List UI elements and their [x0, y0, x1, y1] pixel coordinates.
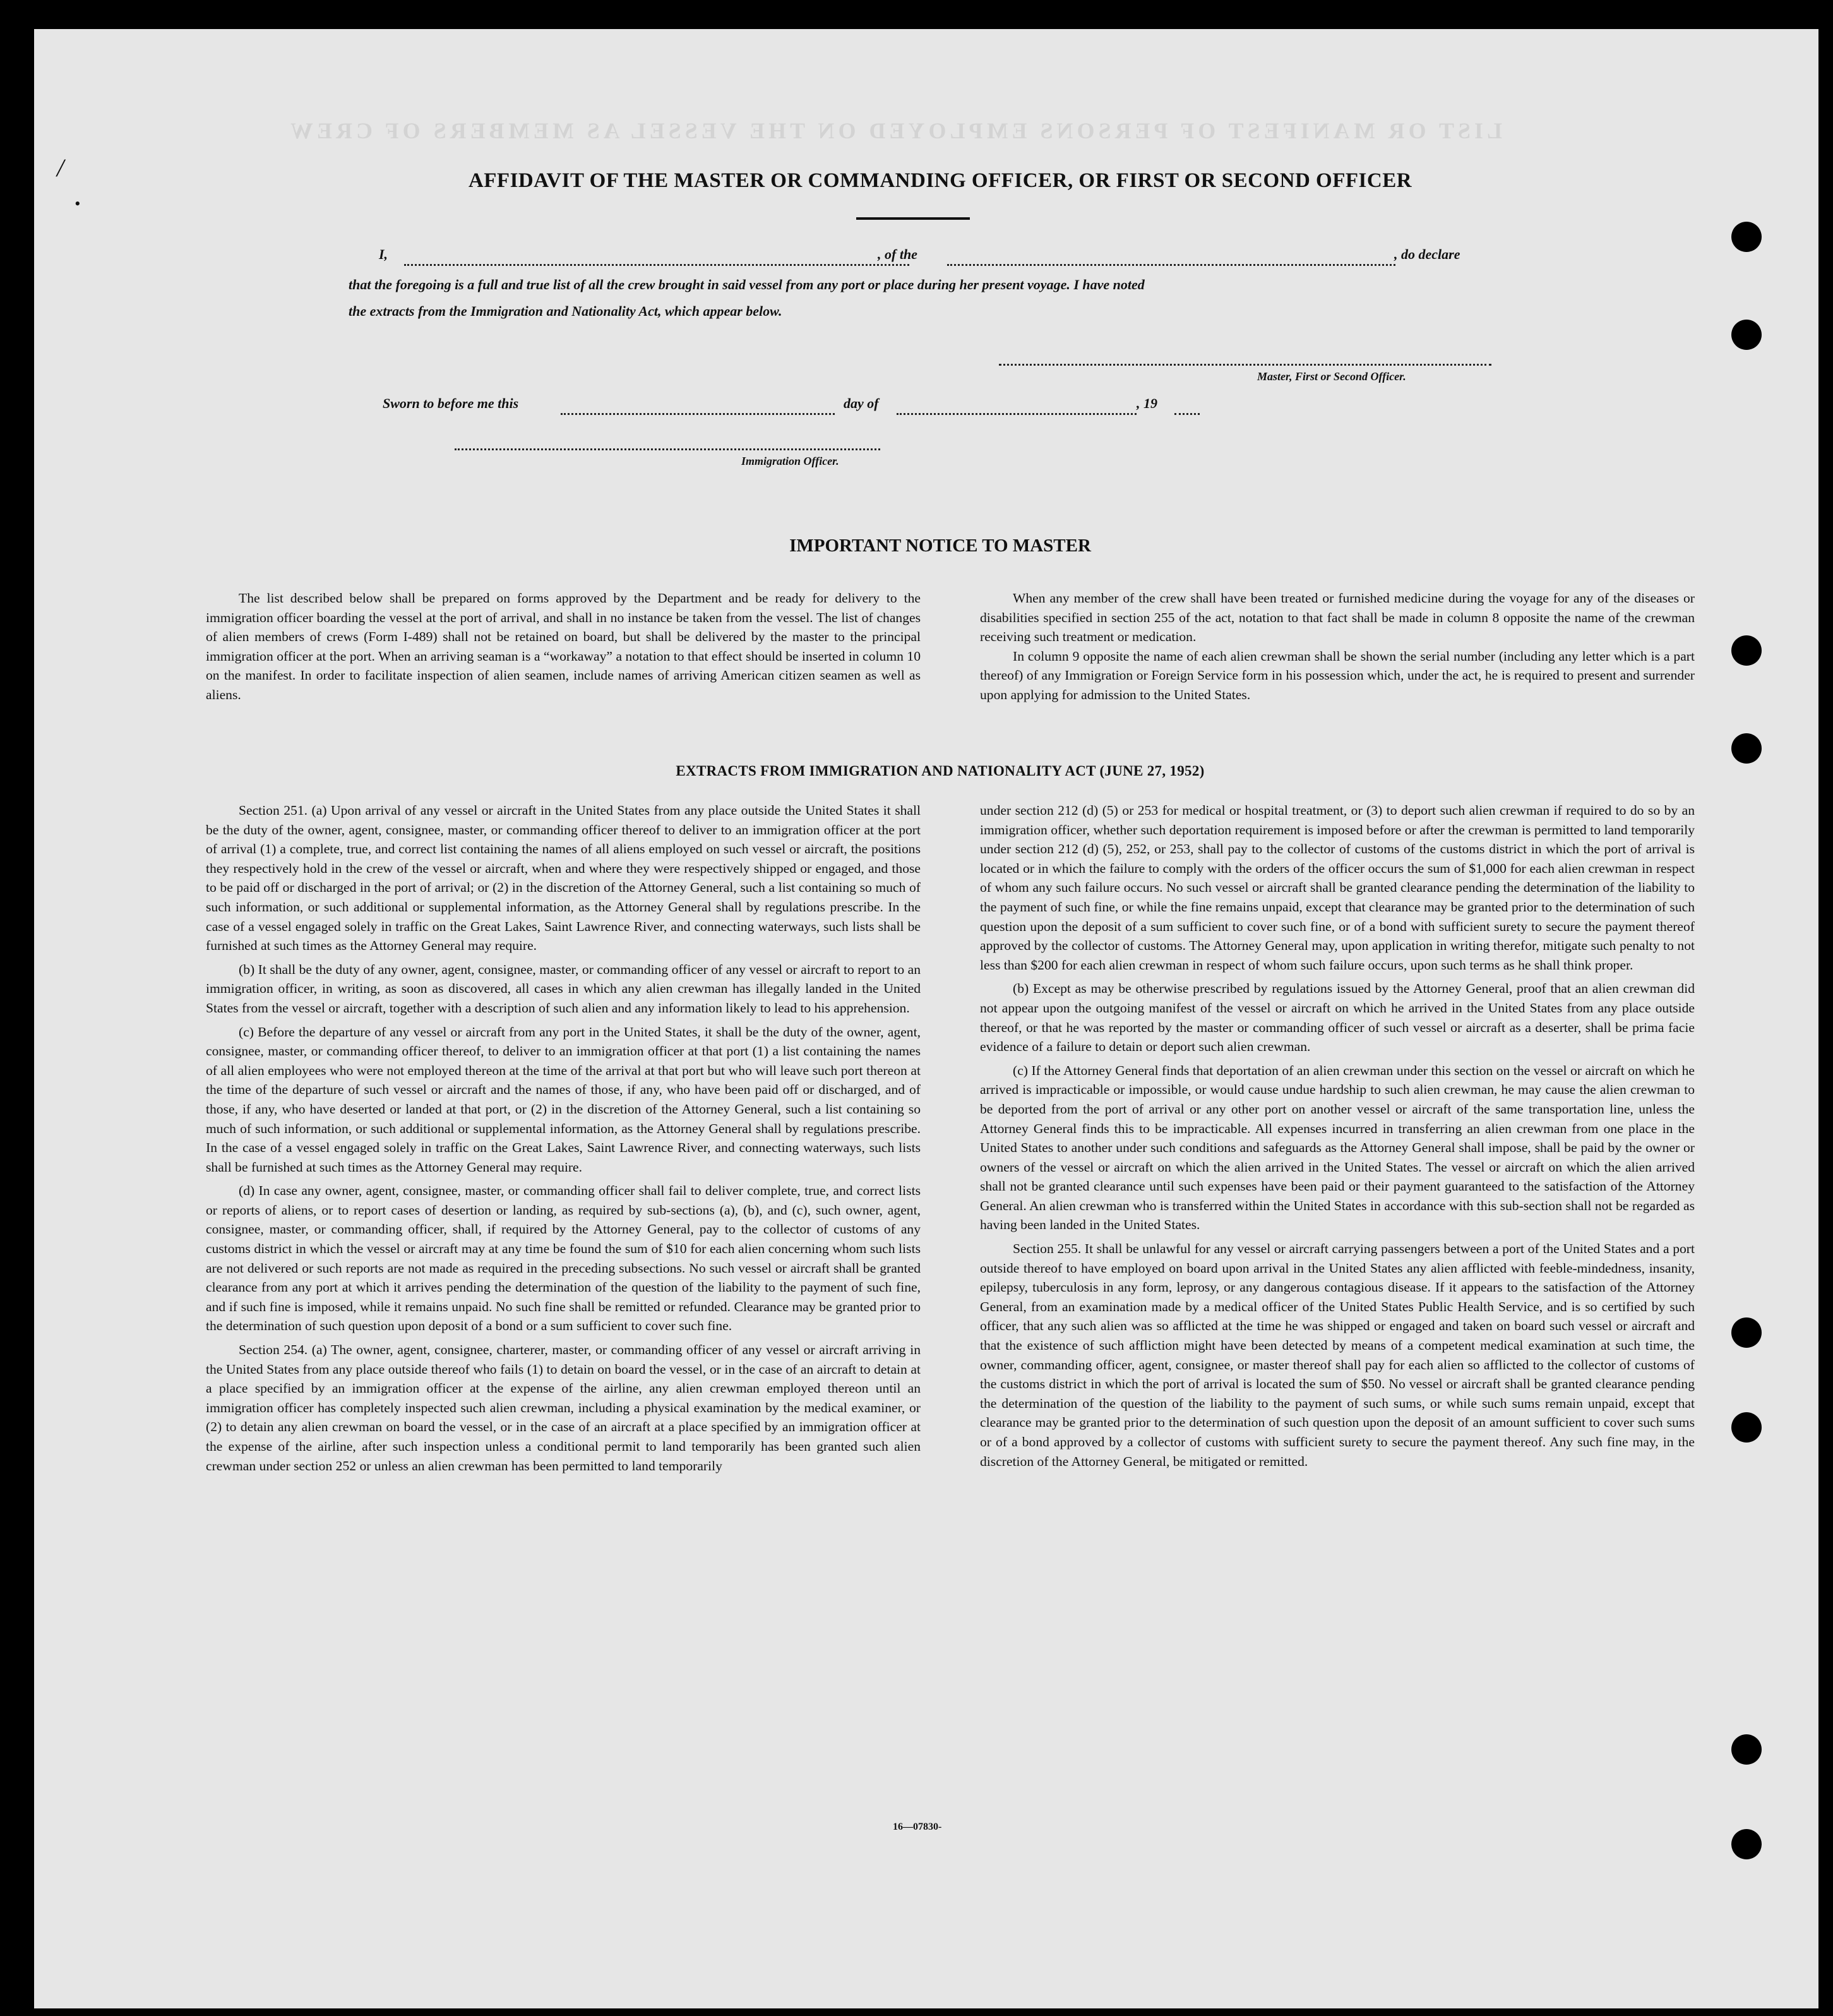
master-signature-line[interactable]	[999, 364, 1491, 366]
affidavit-do-declare-label: , do declare	[1394, 246, 1460, 262]
immigration-officer-signature-line[interactable]	[455, 448, 880, 450]
section-254-a-continued: under section 212 (d) (5) or 253 for medical or hospital treatment, or (3) to deport such alien crewman if required to do so by an immigration officer, whether such deportation requirement is imposed before or after the crewman is permitted to land temporarily under section 212 (d) (5), 252, or 253, shall pay to the collector of customs of the customs district in which the port of arrival is located or in which the failure to comply with the orders of the officer occurs the sum of $1,000 for each alien crewman in respect of whom any such failure occurs. No such vessel or aircraft shall be granted clearance pending the determination of the liability to the payment of such fine, or while the fine remains unpaid, except that clearance may be granted prior to the determination of such question upon the deposit of a sum sufficient to cover such fine, or of a bond with sufficient surety to secure the payment thereof approved by the collector of customs. The Attorney General may, upon application in writing therefor, mitigate such penalty to not less than $200 for each alien crewman in respect of whom such failure occurs, upon such terms as he shall think proper.	[980, 803, 1695, 973]
notice-title: IMPORTANT NOTICE TO MASTER	[789, 536, 1091, 556]
section-254-c: (c) If the Attorney General finds that deportation of an alien crewman under this section on the vessel or aircraft on which he arrived is impracticable or impossible, or would cause undue hardship to such alien crewman, he may cause the alien crewman to be deported from the port of arrival or any other port on another vessel or aircraft of the same transportation line, unless the Attorney General finds this to be impracticable. All expenses incurred in transferring an alien crewman from one place in the United States to another under such conditions and safeguards as the Attorney General shall impose, shall be paid by the owner or owners of the vessel or aircraft on which the alien arrived in the United States. The vessel or aircraft on which the alien arrived shall not be granted clearance until such expenses have been paid or their payment guaranteed to the satisfaction of the Attorney General. An alien crewman who is transferred within the United States in accordance with this sub-section shall not be regarded as having been landed in the United States.	[980, 1062, 1695, 1233]
punch-hole	[1731, 222, 1762, 252]
day-of-label: day of	[844, 395, 879, 411]
punch-hole	[1731, 1829, 1762, 1859]
notice-left-column	[206, 589, 921, 709]
punch-hole	[1731, 1317, 1762, 1348]
section-254-b: (b) Except as may be otherwise prescribed by regulations issued by the Attorney General, proof that an alien crewman did not appear upon the outgoing manifest of the vessel or aircraft on which he arrived in the United States from any place outside thereof, or that he was reported by the master or commanding officer of such vessel or aircraft as a deserter, shall be prima facie evidence of a failure to detain or deport such alien crewman.	[980, 981, 1695, 1055]
bleed-through-header: LIST OR MANIFEST OF PERSONS EMPLOYED ON THE VESSEL AS MEMBERS OF CREW	[287, 118, 1502, 143]
margin-pen-mark: /	[57, 153, 64, 182]
punch-hole	[1731, 635, 1762, 666]
name-field-line[interactable]	[404, 264, 909, 266]
section-251-a: Section 251. (a) Upon arrival of any vessel or aircraft in the United States from any place outside the United States it shall be the duty of the owner, agent, consignee, master, or commanding officer thereof to deliver to an immigration officer at the port of arrival (1) a complete, true, and correct list containing the names of all aliens employed on such vessel or aircraft, the positions they respectively hold in the crew of the vessel or aircraft, when and where they were respectively shipped or engaged, and those to be paid off or discharged in the port of arrival; or (2) in the discretion of the Attorney General, such a list containing so much of such information, or such additional or supplemental information, as the Attorney General shall by regulations prescribe. In the case of a vessel engaged solely in traffic on the Great Lakes, Saint Lawrence River, and connecting waterways, such lists shall be furnished at such times as the Attorney General may require.	[206, 803, 921, 954]
extracts-title: EXTRACTS FROM IMMIGRATION AND NATIONALITY ACT (JUNE 27, 1952)	[676, 763, 1205, 779]
title-divider	[856, 217, 970, 220]
sworn-month-field-line[interactable]	[897, 413, 1137, 415]
section-251-b: (b) It shall be the duty of any owner, agent, consignee, master, or commanding officer of any vessel or aircraft to report to an immigration officer, in writing, as soon as discovered, all cases in which any alien crewman has illegally landed in the United States from the vessel or aircraft, together with a description of such alien and any information likely to lead to his apprehension.	[206, 961, 921, 1016]
affidavit-statement-line-3: the extracts from the Immigration and Nationality Act, which appear below.	[349, 303, 782, 319]
year-prefix-label: , 19	[1137, 395, 1157, 411]
notice-paragraph: When any member of the crew shall have been treated or furnished medicine during the voyage for any of the diseases or disabilities specified in section 255 of the act, notation to that fact shall be made in column 8 opposite the name of the crewman receiving such treatment or medication.	[980, 591, 1695, 645]
punch-hole	[1731, 1734, 1762, 1765]
notice-paragraph: In column 9 opposite the name of each alien crewman shall be shown the serial number (including any letter which is a part thereof) of any Immigration or Foreign Service form in his possession which, under the act, he is required to present and surrender upon applying for admission to the United States.	[980, 648, 1695, 702]
sworn-day-field-line[interactable]	[561, 413, 835, 415]
punch-hole	[1731, 1412, 1762, 1443]
affidavit-i-label: I,	[379, 246, 388, 262]
extracts-right-column	[980, 801, 1695, 1475]
extracts-left-column	[206, 801, 921, 1480]
section-251-c: (c) Before the departure of any vessel or aircraft from any port in the United States, it shall be the duty of the owner, agent, consignee, master, or commanding officer thereof, to deliver to an immigration officer at that port (1) a list containing the names of all alien employees who were not employed thereon at the time of the arrival at that port but who will leave such port thereon at the time of the departure of such vessel or aircraft and the names of those, if any, who have been paid off or discharged, and of those, if any, who have deserted or landed at that port, or (2) in the discretion of the Attorney General, such a list containing so much of such information, or such additional or supplemental information, as the Attorney General shall by regulations prescribe. In the case of a vessel engaged solely in traffic on the Great Lakes, Saint Lawrence River, and connecting waterways, such lists shall be furnished at such times as the Attorney General may require.	[206, 1024, 921, 1175]
margin-pen-dot: •	[75, 195, 81, 213]
section-251-d: (d) In case any owner, agent, consignee, master, or commanding officer shall fail to deliver complete, true, and correct lists or reports of aliens, or to report cases of desertion or landing, as required by sub-sections (a), (b), and (c), such owner, agent, consignee, master, or commanding officer, shall, if required by the Attorney General, pay to the collector of customs of any customs district in which the vessel or aircraft may at any time be found the sum of $10 for each alien concerning whom such lists are not delivered or such reports are not made as required in the preceding subsections. No such vessel or aircraft shall be granted clearance from any port at which it arrives pending the determination of the question of the liability to the payment of such fine, and if such fine is imposed, while it remains unpaid. No such fine shall be remitted or refunded. Clearance may be granted prior to the determination of such question upon deposit of a bond or a sum sufficient to cover such fine.	[206, 1183, 921, 1334]
section-254-a: Section 254. (a) The owner, agent, consignee, charterer, master, or commanding officer of any vessel or aircraft arriving in the United States from any place outside thereof who fails (1) to detain on board the vessel, or in the case of an aircraft to detain at a place specified by an immigration officer at the expense of the airline, any alien crewman employed thereon until an immigration officer has completely inspected such alien crewman, including a physical examination by the medical examiner, or (2) to detain any alien crewman on board the vessel, or in the case of an aircraft at a place specified by an immigration officer at the expense of the airline, after such inspection unless a conditional permit to land temporarily has been granted such alien crewman under section 252 or unless an alien crewman has been permitted to land temporarily	[206, 1342, 921, 1473]
notice-right-column	[980, 589, 1695, 709]
punch-hole	[1731, 733, 1762, 764]
vessel-field-line[interactable]	[947, 264, 1395, 266]
document-page	[34, 29, 1818, 2008]
form-number: 16—07830-	[893, 1821, 942, 1832]
section-255: Section 255. It shall be unlawful for any vessel or aircraft carrying passengers between a port of the United States and a port outside thereof to have employed on board upon arrival in the United States any alien afflicted with feeble-mindedness, insanity, epilepsy, tuberculosis in any form, leprosy, or any dangerous contagious disease. If it appears to the satisfaction of the Attorney General, from an examination made by a medical officer of the United States Public Health Service, and is so certified by such officer, that any such alien was so afflicted at the time he was shipped or engaged and taken on board such vessel or aircraft and that the existence of such affliction might have been detected by means of a competent medical examination at such time, the owner, commanding officer, agent, consignee, or master thereof shall pay for each alien so afflicted to the collector of customs of the customs district in which the port of arrival is located the sum of $50. No vessel or aircraft shall be granted clearance pending the determination of the question of the liability to the payment of such sums, or while such sums remain unpaid, except that clearance may be granted prior to the determination of such question upon the deposit of an amount sufficient to cover such sums or of a bond approved by a collector of customs with sufficient surety to secure the payment thereof. Any such fine may, in the discretion of the Attorney General, be mitigated or remitted.	[980, 1241, 1695, 1469]
affidavit-title: AFFIDAVIT OF THE MASTER OR COMMANDING OFFICER, OR FIRST OR SECOND OFFICER	[468, 169, 1412, 192]
sworn-before-label: Sworn to before me this	[383, 395, 519, 411]
punch-hole	[1731, 320, 1762, 350]
sworn-year-field-line[interactable]	[1174, 413, 1200, 415]
master-signature-caption: Master, First or Second Officer.	[1257, 370, 1406, 383]
immigration-officer-caption: Immigration Officer.	[741, 455, 839, 467]
affidavit-statement-line-2: that the foregoing is a full and true list of all the crew brought in said vessel from any port or place during her present voyage. I have noted	[349, 277, 1145, 292]
affidavit-of-the-label: , of the	[878, 246, 917, 262]
notice-paragraph: The list described below shall be prepared on forms approved by the Department and be ready for delivery to the immigration officer boarding the vessel at the port of arrival, and shall in no instance be taken from the vessel. The list of changes of alien members of crews (Form I-489) shall not be retained on board, but shall be delivered by the master to the principal immigration officer at the port. When an arriving seaman is a “workaway” a notation to that effect should be inserted in column 10 on the manifest. In order to facilitate inspection of alien seamen, include names of arriving American citizen seamen as well as aliens.	[206, 591, 921, 702]
